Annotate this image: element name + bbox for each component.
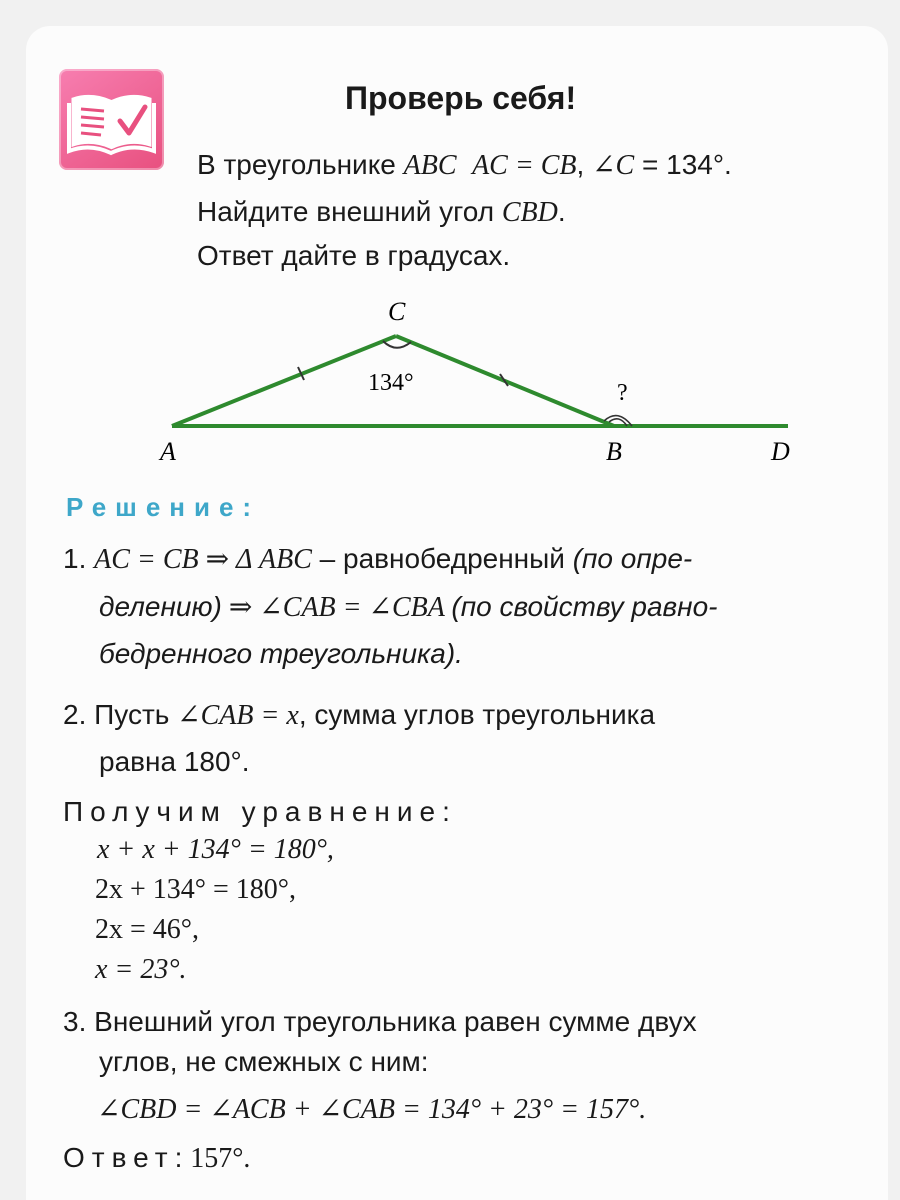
problem-line-2	[197, 196, 566, 229]
problem-math: AC = CB	[472, 150, 577, 181]
book-checkmark-icon	[59, 69, 164, 170]
step-note: (по опре-	[572, 543, 693, 574]
step-text: – равнобедренный	[311, 543, 573, 574]
side-ac	[172, 336, 396, 426]
problem-line-1	[197, 148, 732, 182]
step-3-line-2: углов, не смежных с ним:	[99, 1046, 429, 1077]
triangle-lines	[172, 336, 788, 426]
equation-line: 2x = 46°,	[95, 914, 199, 945]
step-number: 3.	[63, 1006, 87, 1037]
problem-text: Найдите внешний угол	[197, 196, 502, 227]
step-3-equation: ∠CBD = ∠ACB + ∠CAB = 134° + 23° = 157°.	[97, 1094, 647, 1125]
step-3-line-1	[63, 1006, 697, 1038]
step-math: ⇒ ∠CAB = ∠CBA	[221, 592, 452, 623]
step-note: делению)	[99, 591, 222, 622]
step-math: ∠CAB = x	[177, 700, 299, 731]
step-2-line-1	[63, 698, 655, 732]
problem-text: .	[557, 196, 566, 227]
answer-label: Ответ	[63, 1142, 175, 1173]
equation-line: x + x + 134° = 180°,	[97, 834, 334, 865]
step-math: AC = CB ⇒ Δ ABC	[94, 544, 312, 575]
step-text: Внешний угол треугольника равен сумме двух	[94, 1006, 697, 1037]
problem-math: ∠C	[592, 150, 635, 181]
problem-line-3: Ответ дайте в градусах.	[197, 240, 511, 271]
equation-line: 2x + 134° = 180°,	[95, 874, 296, 905]
problem-math: ABC	[403, 150, 457, 181]
step-number: 1.	[63, 543, 87, 574]
page-title: Проверь себя!	[345, 80, 577, 116]
vertex-label-d: D	[771, 437, 790, 466]
problem-text: В треугольнике	[197, 149, 404, 180]
vertex-label-b: B	[606, 437, 622, 466]
triangle-figure	[0, 290, 900, 470]
step-1-line-2	[99, 590, 717, 624]
step-2-line-2: равна 180°.	[99, 746, 250, 777]
step-1-line-3: бедренного треугольника).	[99, 638, 463, 669]
equation-line: x = 23°.	[95, 954, 187, 985]
equation-heading: Получим уравнение:	[63, 796, 457, 827]
answer-value: 157°.	[190, 1143, 251, 1174]
step-note: (по свойству равно-	[451, 591, 718, 622]
step-text: Пусть	[94, 699, 178, 730]
vertex-label-c: C	[388, 297, 406, 326]
problem-text: ,	[576, 149, 585, 180]
angle-c-value: 134°	[368, 370, 414, 396]
step-text: , сумма углов треугольника	[298, 699, 656, 730]
problem-text: = 134°.	[634, 149, 732, 180]
answer-colon: :	[174, 1142, 191, 1173]
step-number: 2.	[63, 699, 87, 730]
problem-math: CBD	[501, 197, 558, 228]
solution-heading: Решение:	[66, 492, 261, 522]
step-1-line-1	[63, 542, 692, 576]
vertex-label-a: A	[160, 437, 176, 466]
answer-line	[63, 1142, 250, 1175]
unknown-angle-mark: ?	[617, 380, 628, 406]
